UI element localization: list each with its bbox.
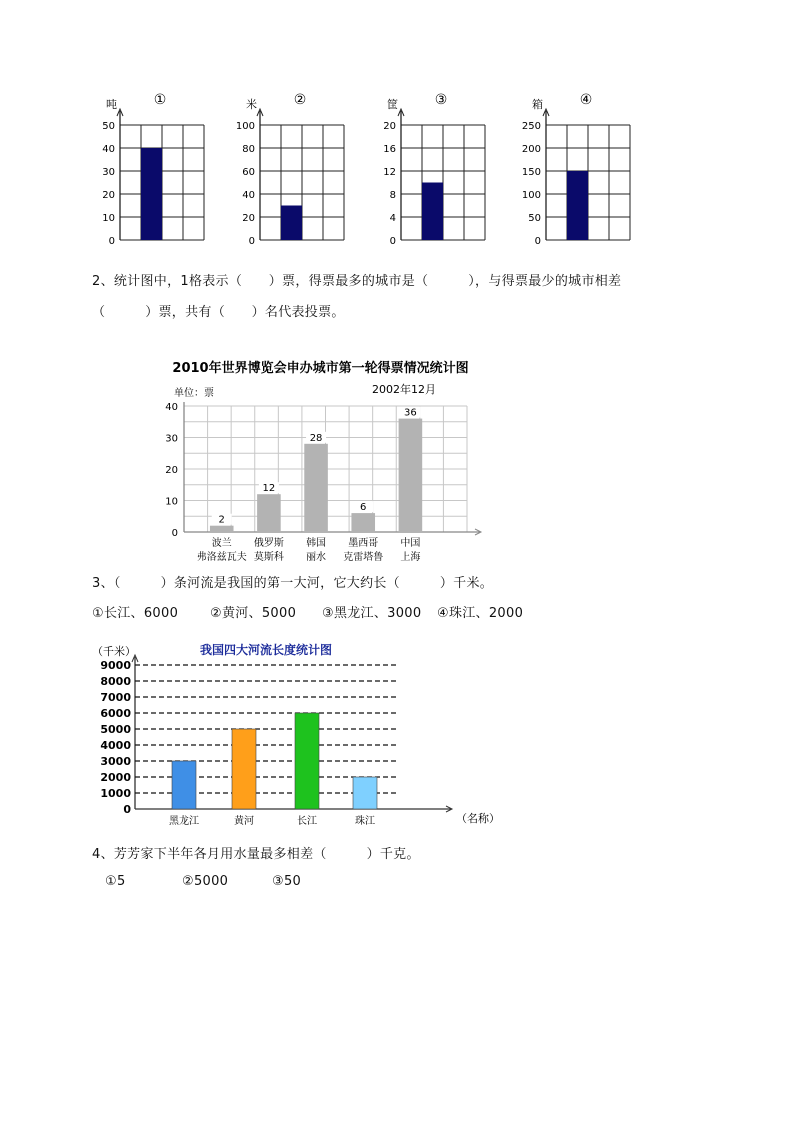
q3-option-1: ①长江、6000 bbox=[92, 606, 179, 621]
bar bbox=[353, 777, 377, 809]
y-tick-label: 20 bbox=[383, 121, 396, 132]
q3-option-3: ③黑龙江、3000 bbox=[322, 606, 422, 621]
y-tick-label: 40 bbox=[102, 144, 115, 155]
y-tick-label: 12 bbox=[383, 167, 396, 178]
y-tick-label: 40 bbox=[242, 190, 255, 201]
bar bbox=[141, 148, 162, 240]
y-tick-label: 40 bbox=[165, 402, 178, 413]
bar bbox=[295, 713, 319, 809]
bar bbox=[281, 206, 302, 241]
y-tick-label: 5000 bbox=[100, 723, 131, 736]
y-tick-label: 3000 bbox=[100, 755, 131, 768]
y-tick-label: 7000 bbox=[100, 691, 131, 704]
mini-chart-3 bbox=[383, 92, 485, 247]
y-tick-label: 10 bbox=[102, 213, 115, 224]
y-tick-label: 0 bbox=[534, 236, 541, 247]
y-tick-label: 200 bbox=[521, 144, 541, 155]
mini-chart-title: ③ bbox=[434, 92, 448, 108]
x-category-label: 长江 bbox=[297, 816, 317, 827]
y-tick-label: 8 bbox=[389, 190, 396, 201]
y-tick-label: 0 bbox=[171, 528, 178, 539]
bar bbox=[422, 183, 443, 241]
mini-chart-4 bbox=[522, 92, 630, 247]
data-label: 2 bbox=[218, 514, 225, 526]
q4-question: 4、芳芳家下半年各月用水量最多相差（ ）千克。 bbox=[92, 847, 420, 862]
x-category-label: 弗洛兹瓦夫 bbox=[196, 552, 247, 563]
y-tick-label: 1000 bbox=[100, 787, 131, 800]
y-tick-label: 50 bbox=[102, 121, 115, 132]
bar bbox=[172, 761, 196, 809]
mini-chart-1 bbox=[102, 92, 204, 247]
q4-option-3: ③50 bbox=[272, 874, 302, 889]
chart-date: 2002年12月 bbox=[372, 383, 436, 396]
mini-chart-2 bbox=[236, 92, 344, 247]
q3-option-2: ②黄河、5000 bbox=[210, 606, 297, 621]
q3-option-4: ④珠江、2000 bbox=[437, 606, 524, 621]
y-tick-label: 9000 bbox=[100, 659, 131, 672]
expo-votes-chart bbox=[140, 352, 500, 567]
bar bbox=[399, 419, 423, 532]
data-label: 36 bbox=[404, 407, 417, 419]
mini-chart-unit: 箱 bbox=[532, 98, 543, 111]
x-category-label: 中国 bbox=[400, 538, 421, 549]
x-category-label: 波兰 bbox=[211, 538, 232, 549]
y-tick-label: 60 bbox=[242, 167, 255, 178]
data-label: 28 bbox=[309, 432, 323, 444]
bar bbox=[304, 444, 328, 532]
data-label: 6 bbox=[360, 502, 367, 514]
y-tick-label: 16 bbox=[383, 144, 396, 155]
x-category-label: 上海 bbox=[400, 552, 421, 563]
y-tick-label: 30 bbox=[165, 433, 178, 445]
x-category-label: 韩国 bbox=[306, 538, 327, 549]
x-category-label: 黑龙江 bbox=[169, 816, 199, 827]
y-tick-label: 6000 bbox=[100, 707, 131, 720]
x-category-label: 俄罗斯 bbox=[253, 538, 284, 549]
bar bbox=[257, 494, 281, 532]
mini-chart-title: ① bbox=[153, 92, 167, 108]
mini-chart-unit: 筐 bbox=[387, 98, 398, 111]
q2-question-line2: （ ）票，共有（ ）名代表投票。 bbox=[92, 305, 345, 320]
y-tick-label: 80 bbox=[242, 144, 255, 155]
river-length-chart bbox=[88, 636, 500, 831]
q3-question: 3、（ ）条河流是我国的第一大河，它大约长（ ）千米。 bbox=[92, 576, 494, 591]
y-tick-label: 30 bbox=[102, 167, 115, 178]
x-category-label: 墨西哥 bbox=[348, 538, 379, 549]
y-tick-label: 100 bbox=[521, 190, 541, 201]
chart-title: 我国四大河流长度统计图 bbox=[199, 643, 333, 657]
y-tick-label: 50 bbox=[528, 213, 541, 224]
y-tick-label: 20 bbox=[165, 465, 178, 476]
q4-option-1: ①5 bbox=[105, 874, 126, 889]
y-tick-label: 4000 bbox=[100, 739, 131, 752]
x-axis-unit: （名称） bbox=[456, 812, 500, 825]
q1-mini-charts bbox=[0, 80, 794, 255]
y-tick-label: 0 bbox=[108, 236, 115, 247]
q4-option-2: ②5000 bbox=[182, 874, 229, 889]
data-label: 12 bbox=[262, 483, 276, 495]
y-tick-label: 0 bbox=[389, 236, 396, 247]
x-category-label: 珠江 bbox=[355, 816, 375, 827]
y-tick-label: 10 bbox=[165, 496, 178, 508]
y-tick-label: 2000 bbox=[100, 771, 131, 784]
y-tick-label: 150 bbox=[521, 167, 541, 178]
q2-question-line1: 2、统计图中，1格表示（ ）票，得票最多的城市是（ ），与得票最少的城市相差 bbox=[92, 274, 622, 289]
x-category-label: 克雷塔鲁 bbox=[343, 552, 384, 563]
bar bbox=[232, 729, 256, 809]
bar bbox=[567, 171, 588, 240]
x-category-label: 莫斯科 bbox=[253, 552, 284, 563]
mini-chart-title: ② bbox=[293, 92, 307, 108]
y-tick-label: 4 bbox=[389, 213, 396, 224]
y-tick-label: 20 bbox=[242, 213, 255, 224]
x-category-label: 丽水 bbox=[306, 552, 327, 563]
mini-chart-unit: 米 bbox=[246, 98, 257, 111]
y-tick-label: 8000 bbox=[100, 675, 131, 688]
y-tick-label: 100 bbox=[235, 121, 255, 132]
chart-title: 2010年世界博览会申办城市第一轮得票情况统计图 bbox=[172, 361, 469, 376]
bar bbox=[210, 526, 234, 532]
bar bbox=[351, 513, 375, 532]
y-tick-label: 0 bbox=[248, 236, 255, 247]
chart-unit: 单位：票 bbox=[174, 388, 214, 399]
y-axis-unit: （千米） bbox=[92, 645, 136, 658]
y-tick-label: 250 bbox=[521, 121, 541, 132]
y-tick-label: 20 bbox=[102, 190, 115, 201]
mini-chart-title: ④ bbox=[579, 92, 593, 108]
mini-chart-unit: 吨 bbox=[106, 98, 117, 111]
x-category-label: 黄河 bbox=[234, 816, 254, 827]
y-tick-label: 0 bbox=[123, 803, 131, 816]
